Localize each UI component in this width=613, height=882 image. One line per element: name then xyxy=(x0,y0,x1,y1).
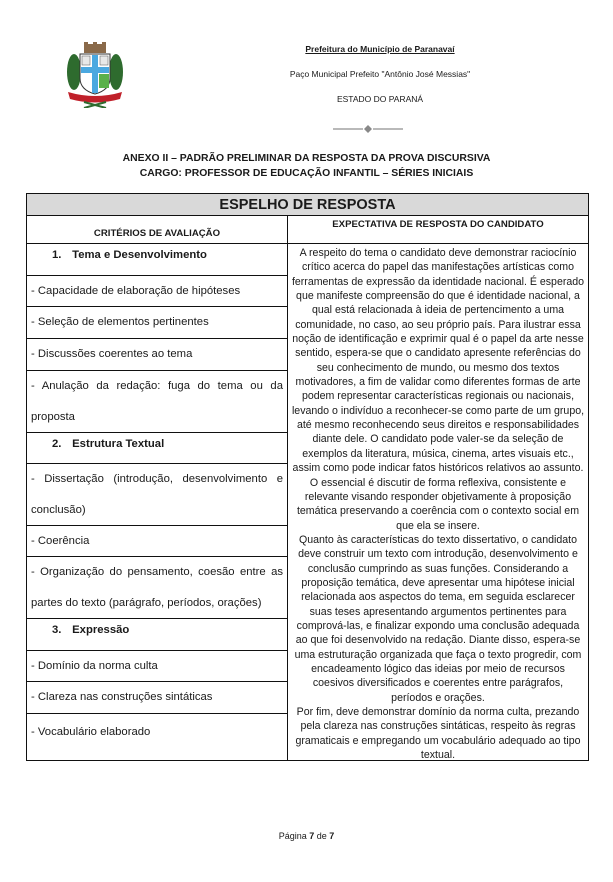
criteria-item: - Domínio da norma culta xyxy=(27,651,287,682)
municipal-crest-icon xyxy=(62,42,128,108)
of-label: de xyxy=(316,831,327,841)
annex-heading: ANEXO II – PADRÃO PRELIMINAR DA RESPOSTA DA PROVA DISCURSIVA xyxy=(122,153,491,164)
criteria-item: - Organização do pensamento, coesão entre as partes do texto (parágrafo, períodos, orações) xyxy=(27,557,287,619)
expected-answer-column xyxy=(288,216,588,760)
page-number xyxy=(0,831,613,841)
evaluation-criteria-column xyxy=(27,216,288,760)
current-page: 7 xyxy=(309,831,315,841)
criteria-header: CRITÉRIOS DE AVALIAÇÃO xyxy=(93,228,221,239)
table-title: ESPELHO DE RESPOSTA xyxy=(27,194,588,216)
page-label: Página xyxy=(278,831,307,841)
section-row xyxy=(27,244,287,276)
section-row xyxy=(27,433,287,464)
criteria-item: - Clareza nas construções sintáticas xyxy=(27,682,287,714)
expected-answer-text xyxy=(288,244,588,762)
criteria-item: - Capacidade de elaboração de hipóteses xyxy=(27,276,287,307)
position-heading: CARGO: PROFESSOR DE EDUCAÇÃO INFANTIL – SÉRIES INICIAIS xyxy=(139,168,474,179)
criteria-item: - Anulação da redação: fuga do tema ou da proposta xyxy=(27,371,287,433)
criteria-header-row xyxy=(27,216,287,244)
total-pages: 7 xyxy=(329,831,335,841)
answer-paragraph: Quanto às características do texto dissertativo, o candidato deve construir um texto com introdução, desenvolvimento e conclusão cumprindo as suas funções. Considerando a proposição temática, deve apresentar uma hipótese inicial relacionada aos aspectos do tema, em seguida esclarecer suas teses apresentando argumentos pertinentes para comprová-las, e finalizar expondo uma conclusão adequada ao que foi desenvolvido na redação. Diante disso, espera-se uma estruturação organizada que faça o texto progredir, com encadeamento lógico das ideias por meio de recursos coesivos diversificados e coerentes entre parágrafos, períodos e orações. xyxy=(294,533,582,704)
criteria-item: - Seleção de elementos pertinentes xyxy=(27,307,287,339)
answer-mirror-table xyxy=(26,193,589,761)
section-number: 3. xyxy=(52,624,62,636)
diamond-divider-icon xyxy=(333,121,403,131)
criteria-item: - Coerência xyxy=(27,526,287,557)
expected-answer-header: EXPECTATIVA DE RESPOSTA DO CANDIDATO xyxy=(288,216,588,244)
answer-paragraph: Por fim, deve demonstrar domínio da norma culta, prezando pela clareza nas construções sintáticas, respeito às regras gramaticais e empregando um vocabulário adequado ao tipo textual. xyxy=(295,706,581,762)
criteria-item: - Vocabulário elaborado xyxy=(31,726,151,738)
section-label: Tema e Desenvolvimento xyxy=(72,249,207,261)
answer-paragraph: A respeito do tema o candidato deve demonstrar raciocínio crítico acerca do papel das manifestações artísticas como ferramentas de expressão da identidade nacional. É esperado que manifeste compreensão do que é identidade nacional, a qual está relacionada à ideia de pertencimento a uma comunidade, no caso, ao seu próprio país. Para ilustrar essa noção de identificação e exprimir qual é o papel da arte nesse sentido, espera-se que o candidato apresente referências do seu conhecimento de mundo, ou mesmo dos textos motivadores, a fim de validar como diferentes formas de arte podem representar características regionais ou nacionais, levando o indivíduo a reconhecer-se como parte de um grupo, até mesmo reconhecendo seus direitos e responsabilidades diante dele. O candidato pode valer-se da seleção de exemplos da literatura, música, cinema, artes visuais etc., assim como pode indicar fatos históricos relativos ao assunto. O essencial é discutir de forma reflexiva, consistente e relevante visando responder objetivamente à proposição temática preservando a coerência com o contexto social em que ela se insere. xyxy=(291,247,585,532)
section-row xyxy=(27,619,287,651)
section-label: Estrutura Textual xyxy=(72,438,165,450)
state-name: ESTADO DO PARANÁ xyxy=(336,94,424,104)
municipal-palace-subtitle: Paço Municipal Prefeito "Antônio José Messias" xyxy=(289,69,471,79)
criteria-item: - Dissertação (introdução, desenvolvimento e conclusão) xyxy=(27,464,287,526)
section-label: Expressão xyxy=(72,624,130,636)
section-number: 2. xyxy=(52,438,62,450)
municipality-title: Prefeitura do Município de Paranavaí xyxy=(305,44,455,54)
section-number: 1. xyxy=(52,249,62,261)
criteria-item: - Discussões coerentes ao tema xyxy=(27,339,287,371)
